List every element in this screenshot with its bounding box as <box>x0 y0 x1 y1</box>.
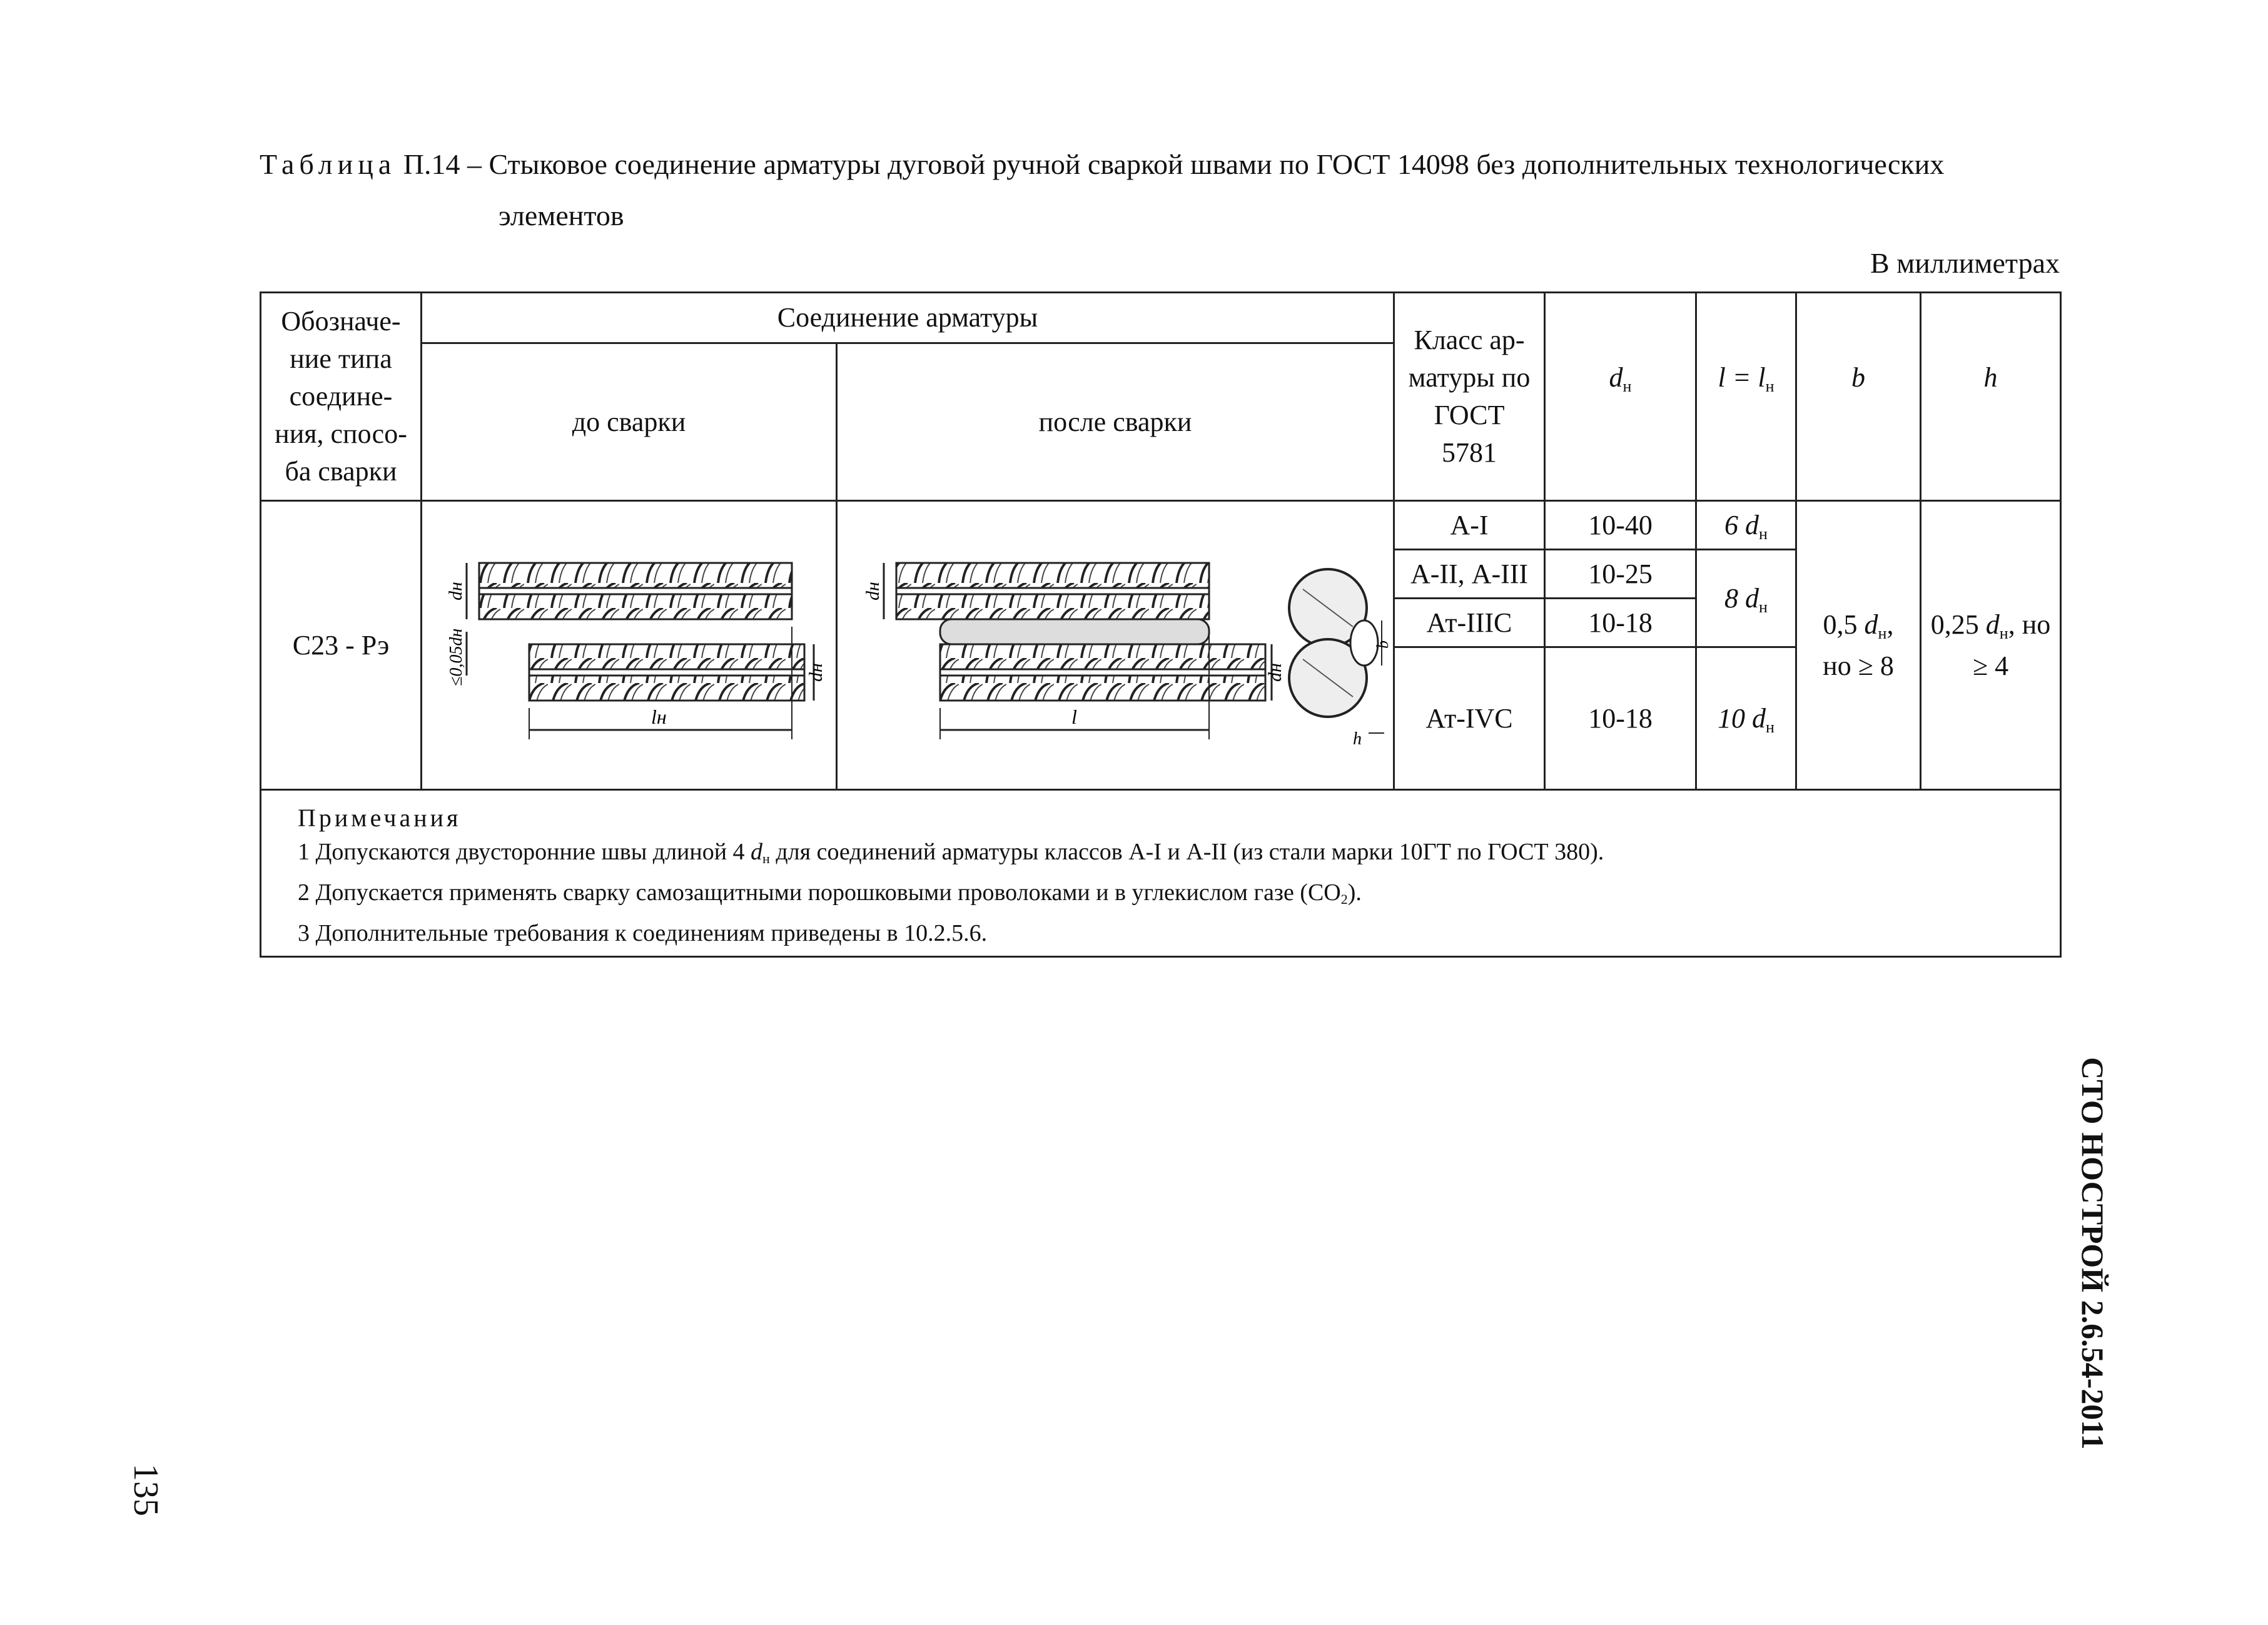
after-welding-figure <box>840 508 1390 771</box>
diameter-cell: 10-25 <box>1545 550 1696 599</box>
after-welding-drawing <box>837 501 1394 790</box>
header-b: b <box>1796 293 1921 501</box>
header-d-subscript: н <box>1623 377 1632 395</box>
caption-text-line2: элементов <box>499 200 624 231</box>
before-welding-figure <box>429 508 829 771</box>
header-d-symbol: d <box>1609 362 1623 393</box>
notes-heading: Примечания <box>298 804 462 832</box>
header-l-subscript: н <box>1765 377 1774 395</box>
note-1-text-end: для соединений арматуры классов А-I и А-II (из стали марки 10ГТ по ГОСТ 380). <box>769 839 1604 865</box>
label-dn-right: dн <box>805 663 826 682</box>
header-diameter <box>1545 293 1696 501</box>
length-value: 6 d <box>1724 509 1759 540</box>
before-welding-drawing <box>422 501 837 790</box>
header-class-line: матуры по <box>1408 362 1531 393</box>
note-1-subscript: н <box>762 851 770 866</box>
header-type-line: ние типа <box>290 343 392 374</box>
caption-text-line1: – Стыковое соединение арматуры дуговой ручной сваркой швами по ГОСТ 14098 без дополнительных технологических <box>460 148 1945 180</box>
b-cell <box>1796 501 1921 790</box>
class-cell: Ат-IVС <box>1394 647 1545 790</box>
h-symbol: d <box>1985 609 2000 640</box>
diameter-cell: 10-18 <box>1545 647 1696 790</box>
length-value: 10 d <box>1718 702 1766 734</box>
note-3: 3 Дополнительные требования к соединениям приведены в 10.2.5.6. <box>298 920 988 946</box>
label-dn-right: dн <box>1265 663 1285 682</box>
length-subscript: н <box>1759 597 1768 616</box>
length-subscript: н <box>1759 524 1768 543</box>
units-label: В миллиметрах <box>1870 247 2060 279</box>
diameter-cell: 10-40 <box>1545 501 1696 550</box>
header-type-line: Обозначе- <box>281 306 401 337</box>
header-class <box>1394 293 1545 501</box>
b-line1 <box>1797 604 1920 645</box>
caption-number: П.14 <box>403 148 460 180</box>
label-dn: dн <box>863 582 883 600</box>
note-1 <box>298 835 2060 876</box>
length-cell <box>1696 501 1796 550</box>
label-dn: dн <box>445 582 466 600</box>
upper-bar <box>479 563 792 619</box>
class-cell: А-II, А-III <box>1394 550 1545 599</box>
note-1-symbol: d <box>751 839 763 865</box>
length-cell <box>1696 647 1796 790</box>
note-2-subscript: 2 <box>1340 891 1348 907</box>
b-line2: но ≥ 8 <box>1823 650 1894 681</box>
b-subscript: н <box>1878 624 1887 642</box>
label-b: b <box>1374 640 1390 649</box>
header-l-symbol: l = l <box>1718 362 1766 393</box>
specification-table <box>260 291 2062 958</box>
h-line2: ≥ 4 <box>1972 650 2009 681</box>
header-length <box>1696 293 1796 501</box>
header-class-line: 5781 <box>1442 437 1497 468</box>
header-class-line: ГОСТ <box>1434 400 1505 430</box>
diameter-cell: 10-18 <box>1545 599 1696 647</box>
weld-seam <box>940 619 1209 644</box>
header-class-line: Класс ар- <box>1414 325 1525 355</box>
class-cell: Ат-IIIС <box>1394 599 1545 647</box>
h-suffix: , но <box>2008 609 2051 640</box>
b-comma: , <box>1886 609 1894 640</box>
label-ln: lн <box>651 706 667 728</box>
label-h: h <box>1353 729 1362 749</box>
header-type-line: соедине- <box>289 381 393 412</box>
h-number: 0,25 <box>1930 609 1986 640</box>
length-cell <box>1696 550 1796 647</box>
cross-section <box>1289 569 1384 733</box>
note-2 <box>298 876 2060 916</box>
header-after-welding: после сварки <box>837 343 1394 501</box>
note-1-text: 1 Допускаются двусторонние швы длиной 4 <box>298 839 751 865</box>
header-h: h <box>1921 293 2061 501</box>
header-type-line: ния, спосо- <box>275 418 407 449</box>
header-before-welding: до сварки <box>422 343 837 501</box>
upper-bar-welded <box>896 563 1209 619</box>
document-code: СТО НОСТРОЙ 2.6.54-2011 <box>2075 1057 2110 1450</box>
label-gap: ≤0,05dн <box>446 628 466 686</box>
header-type-line: ба сварки <box>285 456 397 487</box>
h-cell <box>1921 501 2061 790</box>
header-type-designation <box>261 293 422 501</box>
notes-cell <box>261 790 2061 957</box>
h-line1 <box>1921 604 2060 645</box>
page-number: 135 <box>126 1464 165 1516</box>
caption-label: Таблица <box>260 148 397 180</box>
note-2-text: 2 Допускается применять сварку самозащитными порошковыми проволоками и в углекислом газе (СО <box>298 879 1341 906</box>
table-caption <box>260 139 2073 241</box>
h-subscript: н <box>1999 624 2008 642</box>
class-cell: А-I <box>1394 501 1545 550</box>
length-subscript: н <box>1766 717 1774 736</box>
label-l: l <box>1071 706 1077 728</box>
length-value: 8 d <box>1724 582 1759 614</box>
b-symbol: d <box>1864 609 1878 640</box>
header-connection: Соединение арматуры <box>422 293 1394 343</box>
lower-bar <box>529 644 804 701</box>
lower-bar-welded <box>940 644 1265 701</box>
type-code: С23 - Рэ <box>261 501 422 790</box>
note-2-text-end: ). <box>1347 879 1362 906</box>
b-number: 0,5 <box>1823 609 1865 640</box>
